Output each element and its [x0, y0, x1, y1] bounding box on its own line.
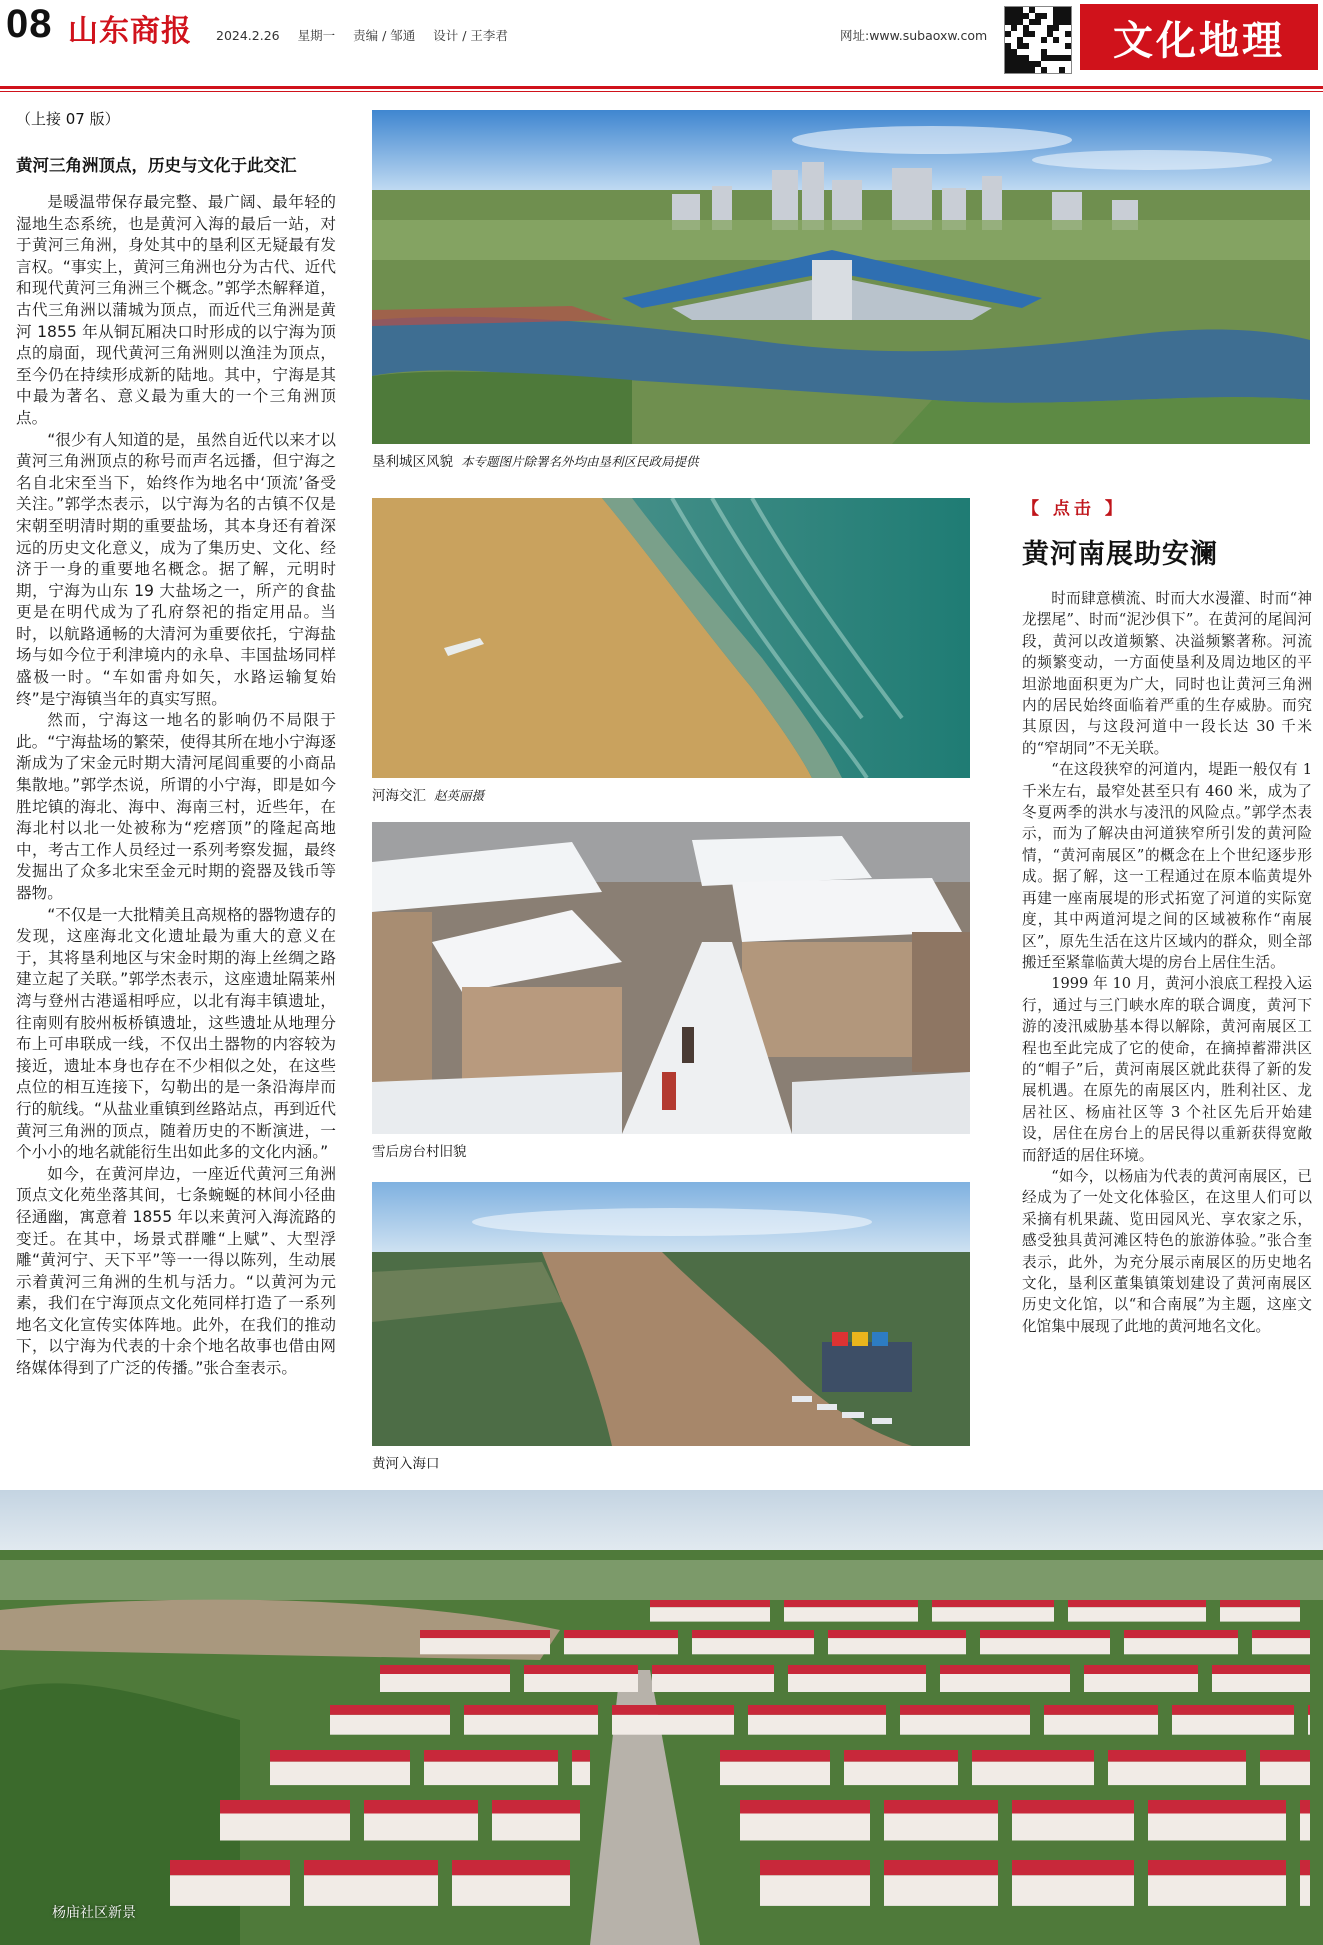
article-paragraph: 是暖温带保存最完整、最广阔、最年轻的湿地生态系统，也是黄河入海的最后一站，对于黄河三角洲，身处其中的垦利区无疑最有发言权。“事实上，黄河三角洲也分为古代、近代和现代黄河三角洲三个概念。”郭学杰解释道，古代三角洲以蒲城为顶点，而近代三角洲是黄河 1855 年从铜瓦厢决口时形成的以宁海为顶点的扇面，现代黄河三角洲则以渔洼为顶点，至今仍在持续形成新的陆地。其中，宁海是其中最为著名、意义最为重大的一个三角洲顶点。 — [16, 193, 336, 427]
newspaper-name: 山东商报 — [68, 14, 192, 49]
continued-note: （上接 07 版） — [16, 110, 120, 128]
community-caption: 杨庙社区新景 — [52, 1905, 136, 1921]
page-number: 08 — [6, 2, 53, 46]
section-tag: 【 点击 】 — [1022, 499, 1126, 519]
issue-weekday: 星期一 — [297, 28, 336, 43]
river-sea-photo — [372, 498, 970, 778]
estuary-photo — [372, 1182, 970, 1446]
community-panorama-photo — [0, 1490, 1323, 1945]
header-divider-thin — [0, 91, 1323, 92]
header-divider — [0, 86, 1323, 89]
city-photo — [372, 110, 1310, 444]
left-article-body — [16, 192, 336, 1470]
snow-village-photo — [372, 822, 970, 1134]
editor-credit: 责编 / 邹通 — [353, 28, 416, 43]
qr-code-icon[interactable] — [1004, 6, 1072, 74]
caption-credit: 赵英丽摄 — [434, 788, 485, 803]
right-article-heading: 黄河南展助安澜 — [1022, 539, 1218, 570]
designer-credit: 设计 / 王李君 — [433, 28, 508, 43]
article-paragraph: 如今，在黄河岸边，一座近代黄河三角洲顶点文化苑坐落其间，七条蜿蜒的林间小径曲径通幽，寓意着 1855 年以来黄河入海流路的变迁。在其中，场景式群雕“上赋”、大型浮雕“黄河宁、天下平”等一一得以陈列，生动展示着黄河三角洲的生机与活力。“以黄河为元素，我们在宁海顶点文化苑同样打造了一系列地名文化宣传实体阵地。此外，在我们的推动下，以宁海为代表的十余个地名故事也借由网络媒体得到了广泛的传播。”张合奎表示。 — [16, 1164, 336, 1378]
right-article-body — [1022, 588, 1312, 1448]
article-paragraph: 1999 年 10 月，黄河小浪底工程投入运行，通过与三门峡水库的联合调度，黄河下游的凌汛威胁基本得以解除，黄河南展区工程也至此完成了它的使命，在摘掉蓄滞洪区的“帽子”后，黄河南展区就此获得了新的发展机遇。在原先的南展区内，胜利社区、龙居社区、杨庙社区等 3 个社区先后开始建设，居住在房台上的居民得以重新获得宽敞而舒适的居住环境。 — [1022, 975, 1312, 1164]
article-paragraph: 时而肆意横流、时而大水漫灌、时而“神龙摆尾”、时而“泥沙俱下”。在黄河的尾闾河段，黄河以改道频繁、决溢频繁著称。河流的频繁变动，一方面使垦利及周边地区的平坦淤地面积更为广大，同时也让黄河三角洲内的居民始终面临着严重的生存威胁。而究其原因，与这段河道中一段长达 30 千米的“窄胡同”不无关联。 — [1022, 590, 1312, 757]
website-url[interactable]: 网址:www.subaoxw.com — [840, 28, 988, 43]
article-subheading: 黄河三角洲顶点，历史与文化于此交汇 — [16, 156, 297, 175]
article-paragraph: “很少有人知道的是，虽然自近代以来才以黄河三角洲顶点的称号而声名远播，但宁海之名自北宋至当下，始终作为地名中‘顶流’备受关注。”郭学杰表示，以宁海为名的古镇不仅是宋朝至明清时期的重要盐场，其本身还有着深远的历史文化意义，成为了集历史、文化、经济于一身的重要地名概念。据了解，元明时期，宁海为山东 19 大盐场之一，所产的食盐更是在明代成为了孔府祭祀的指定用品。当时，以航路通畅的大清河为重要依托，宁海盐场与如今位于利津境内的永阜、丰国盐场同样盛极一时。“车如雷舟如矢，水路运输复始终”是宁海镇当年的真实写照。 — [16, 430, 336, 708]
caption-text: 垦利城区风貌 — [372, 454, 453, 470]
article-paragraph: 然而，宁海这一地名的影响仍不局限于此。“宁海盐场的繁荣，使得其所在地小宁海逐渐成为了宋金元时期大清河尾闾重要的小商品集散地。”郭学杰说，所谓的小宁海，即是如今胜坨镇的海北、海中、海南三村，近些年，在海北村以北一处被称为“疙瘩顶”的隆起高地中，考古工作人员经过一系列考察发掘，最终发掘出了众多北宋至金元时期的瓷器及钱币等器物。 — [16, 711, 336, 902]
section-title: 文化地理 — [1080, 4, 1318, 70]
issue-date: 2024.2.26 — [216, 28, 280, 43]
caption-credit: 本专题图片除署名外均由垦利区民政局提供 — [461, 454, 699, 469]
estuary-caption: 黄河入海口 — [372, 1456, 440, 1472]
article-paragraph: “不仅是一大批精美且高规格的器物遗存的发现，这座海北文化遗址最为重大的意义在于，其将垦利地区与宋金时期的海上丝绸之路建立起了关联。”郭学杰表示，这座遗址隔莱州湾与登州古港遥相呼应，以北有海丰镇遗址，往南则有胶州板桥镇遗址，这些遗址从地理分布上可串联成一线，不仅出土器物的内容较为接近，遗址本身也存在不少相似之处，在这些点位的相互连接下，勾勒出的是一条沿海岸而行的航线。“从盐业重镇到丝路站点，再到近代黄河三角洲的顶点，随着历史的不断演进，一个小小的地名就能衍生出如此多的文化内涵。” — [16, 905, 336, 1162]
article-paragraph: “在这段狭窄的河道内，堤距一般仅有 1 千米左右，最窄处甚至只有 460 米，成为了冬夏两季的洪水与凌汛的风险点。”郭学杰表示，而为了解决由河道狭窄所引发的黄河险情，“黄河南展区”的概念在上个世纪逐步形成。据了解，这一工程通过在原本临黄堤外再建一座南展堤的形式拓宽了河道的实际宽度，其中两道河堤之间的区域被称作“南展区”，原先生活在这片区域内的群众，则全部搬迁至紧靠临黄大堤的房台上居住生活。 — [1022, 761, 1312, 971]
header-meta — [216, 26, 522, 44]
caption-text: 河海交汇 — [372, 788, 426, 804]
river-sea-caption — [372, 784, 484, 804]
article-paragraph: “如今，以杨庙为代表的黄河南展区，已经成为了一处文化体验区，在这里人们可以采摘有机果蔬、览田园风光、享农家之乐，感受独具黄河滩区特色的旅游体验。”张合奎表示，此外，为充分展示南展区的历史地名文化，垦利区董集镇策划建设了黄河南展区历史文化馆，以“和合南展”为主题，这座文化馆集中展现了此地的黄河地名文化。 — [1022, 1167, 1312, 1335]
snow-village-caption: 雪后房台村旧貌 — [372, 1144, 467, 1160]
city-photo-caption — [372, 450, 699, 470]
